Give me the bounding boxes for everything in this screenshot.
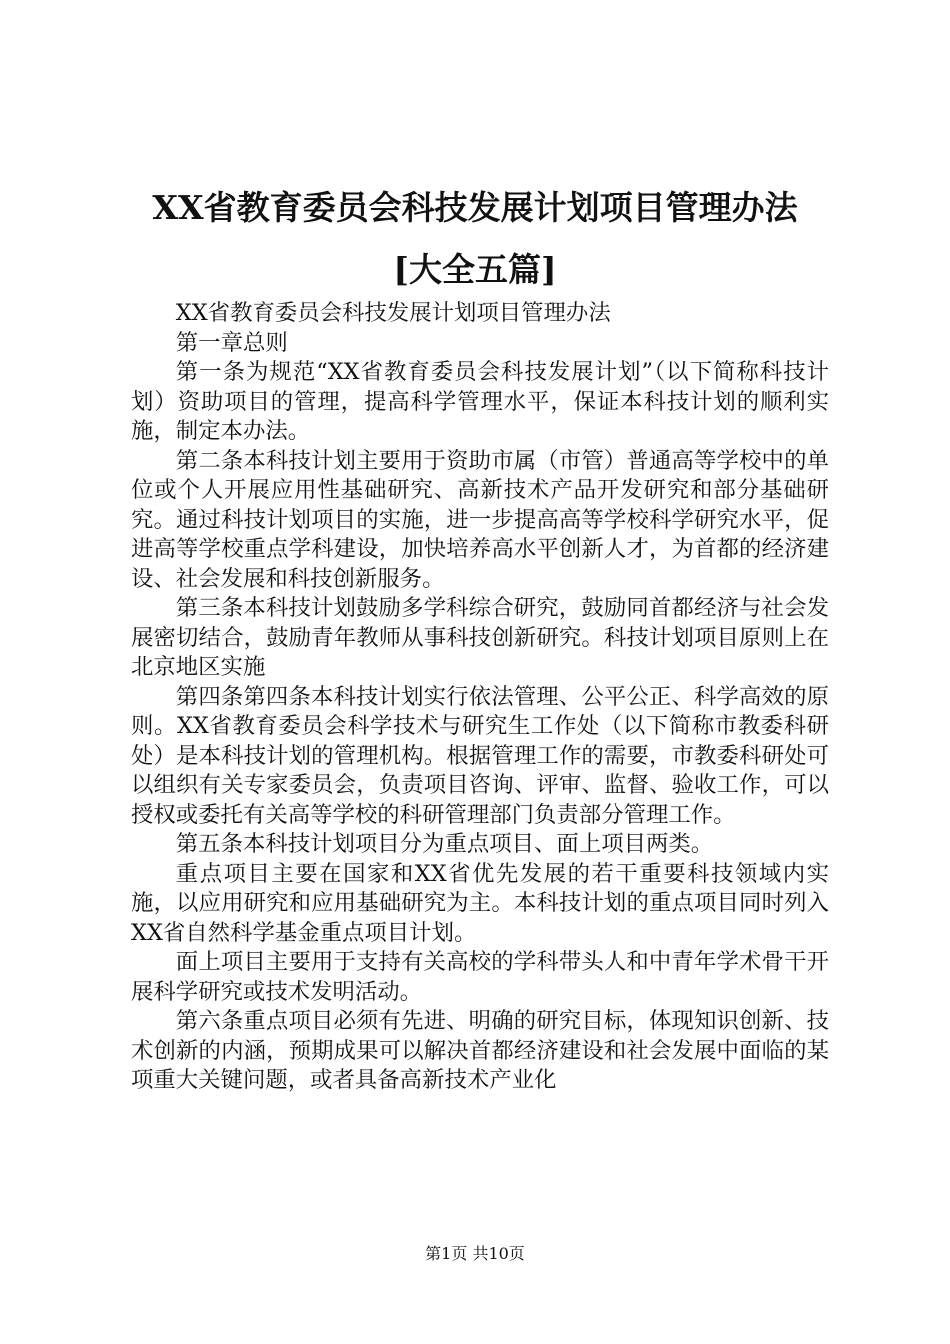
document-title-line1: XX省教育委员会科技发展计划项目管理办法 xyxy=(152,188,798,227)
page-footer: 第1页 共10页 xyxy=(425,1244,525,1263)
paragraph-article-1: 第一条为规范“XX省教育委员会科技发展计划”（以下简称科技计划）资助项目的管理，提高科学管理水平，保证本科技计划的顺利实施，制定本办法。 xyxy=(131,359,829,444)
document-title-line2: [大全五篇] xyxy=(393,250,557,289)
paragraph-key-projects: 重点项目主要在国家和XX省优先发展的若干重要科技领域内实施，以应用研究和应用基础研究为主。本科技计划的重点项目同时列入XX省自然科学基金重点项目计划。 xyxy=(131,860,829,946)
paragraph-article-5: 第五条本科技计划项目分为重点项目、面上项目两类。 xyxy=(175,831,714,857)
paragraph-article-2: 第二条本科技计划主要用于资助市属（市管）普通高等学校中的单位或个人开展应用性基础研究、高新技术产品开发研究和部分基础研究。通过科技计划项目的实施，进一步提高高等学校科学研究水平，促进高等学校重点学科建设，加快培养高水平创新人才，为首都的经济建设、社会发展和科技创新服务。 xyxy=(131,447,829,592)
paragraph-article-6: 第六条重点项目必须有先进、明确的研究目标，体现知识创新、技术创新的内涵，预期成果可以解决首都经济建设和社会发展中面临的某项重大关键问题，或者具备高新技术产业化 xyxy=(131,1008,829,1093)
paragraph-article-4: 第四条第四条本科技计划实行依法管理、公平公正、科学高效的原则。XX省教育委员会科学技术与研究生工作处（以下简称市教委科研处）是本科技计划的管理机构。根据管理工作的需要，市教委科研处可以组织有关专家委员会，负责项目咨询、评审、监督、验收工作，可以授权或委托有关高等学校的科研管理部门负责部分管理工作。 xyxy=(131,683,829,828)
paragraph-chapter-heading: 第一章总则 xyxy=(175,329,288,356)
paragraph-subtitle: XX省教育委员会科技发展计划项目管理办法 xyxy=(175,300,611,326)
paragraph-general-projects: 面上项目主要用于支持有关高校的学科带头人和中青年学术骨干开展科学研究或技术发明活动。 xyxy=(131,949,829,1005)
paragraph-article-3: 第三条本科技计划鼓励多学科综合研究，鼓励同首都经济与社会发展密切结合，鼓励青年教师从事科技创新研究。科技计划项目原则上在北京地区实施 xyxy=(131,595,829,680)
document-body xyxy=(131,299,829,1096)
